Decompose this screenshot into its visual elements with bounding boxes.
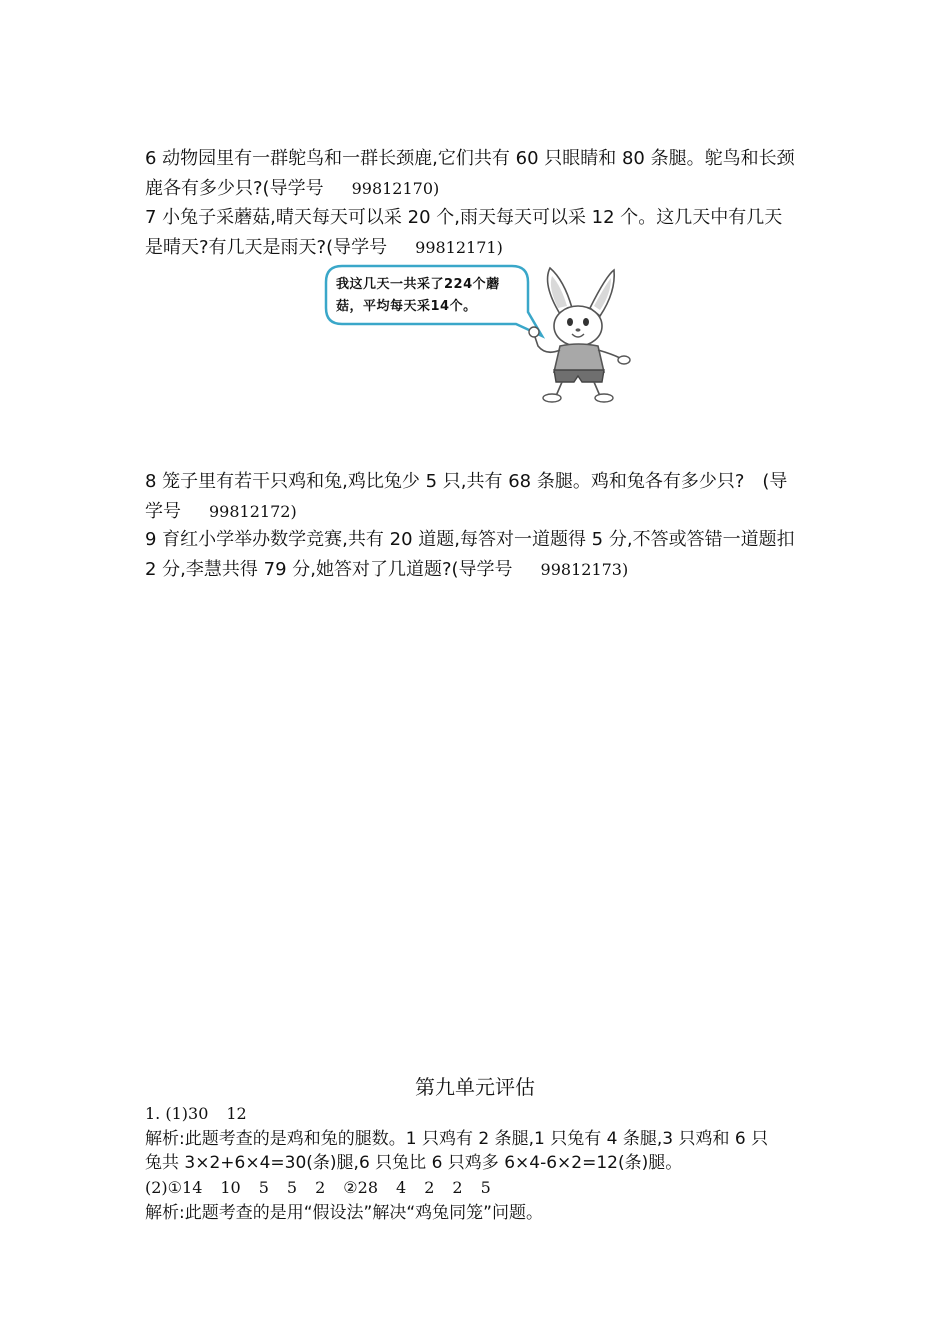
answer-value: 5 (286, 1178, 298, 1197)
answer-value: 2 (424, 1178, 435, 1197)
question-6-text: 鹿各有多少只?(导学号 (145, 178, 324, 199)
answer-1-explanation-2: 解析:此题考查的是用“假设法”解决“鸡兔同笼”问题。 (145, 1203, 543, 1223)
question-8-line2 (145, 497, 810, 527)
question-7-text: 是晴天?有几天是雨天?(导学号 (145, 237, 388, 258)
question-8-line1: 8 笼子里有若干只鸡和兔,鸡比兔少 5 只,共有 68 条腿。鸡和兔各有多少只? (导 (145, 471, 788, 492)
question-8-code: 99812172) (209, 502, 297, 521)
question-6-line1: 6 动物园里有一群鸵鸟和一群长颈鹿,它们共有 60 只眼睛和 80 条腿。鸵鸟和长颈 (145, 148, 795, 169)
section-title: 第九单元评估 (415, 1075, 535, 1099)
answer-1-explanation-line1: 解析:此题考查的是鸡和兔的腿数。1 只鸡有 2 条腿,1 只兔有 4 条腿,3 只鸡和 6 只 (145, 1129, 769, 1149)
question-8-text: 学号 (145, 501, 181, 522)
question-6-code: 99812170) (351, 179, 440, 198)
question-9-line2 (145, 555, 810, 585)
speech-bubble-text (336, 274, 528, 318)
question-7 (145, 203, 810, 263)
rabbit-shorts-icon (554, 370, 604, 382)
speech-bubble-line2: 菇，平均每天采14个。 (336, 299, 477, 314)
question-9-text: 2 分,李慧共得 79 分,她答对了几道题?(导学号 (145, 559, 513, 580)
answer-value: 5 (258, 1178, 269, 1197)
rabbit-head-icon (554, 306, 602, 346)
question-9 (145, 525, 810, 585)
answer-value: 2 (315, 1178, 326, 1197)
rabbit-foot-left-icon (543, 394, 561, 402)
question-9-code: 99812173) (540, 560, 629, 579)
answer-value: 1. (1)30 (145, 1104, 209, 1123)
answer-1-part1 (145, 1102, 810, 1126)
question-6-line2 (145, 174, 810, 204)
answer-value: (2)①14 (145, 1178, 203, 1197)
question-7-line1: 7 小兔子采蘑菇,晴天每天可以采 20 个,雨天每天可以采 12 个。这几天中有几天 (145, 207, 783, 228)
answer-value: 5 (480, 1178, 491, 1197)
answer-value: 12 (226, 1104, 247, 1123)
rabbit-shirt-icon (554, 344, 604, 372)
speech-bubble-line1: 我这几天一共采了224个蘑 (336, 277, 500, 292)
answer-1-part2 (145, 1176, 810, 1200)
question-9-line1: 9 育红小学举办数学竞赛,共有 20 道题,每答对一道题得 5 分,不答或答错一道题扣 (145, 529, 795, 550)
question-7-line2 (145, 233, 810, 263)
rabbit-foot-right-icon (595, 394, 613, 402)
answer-value: ②28 (343, 1178, 378, 1197)
answer-1-explanation (145, 1127, 810, 1175)
answer-value: 4 (396, 1178, 407, 1197)
question-6 (145, 144, 810, 204)
answer-1-explanation-line2: 兔共 3×2+6×4=30(条)腿,6 只兔比 6 只鸡多 6×4-6×2=12(条)腿。 (145, 1153, 683, 1173)
answer-value: 10 (220, 1178, 241, 1197)
answer-value: 2 (452, 1178, 463, 1197)
question-7-code: 99812171) (415, 238, 503, 257)
question-8 (145, 467, 810, 527)
